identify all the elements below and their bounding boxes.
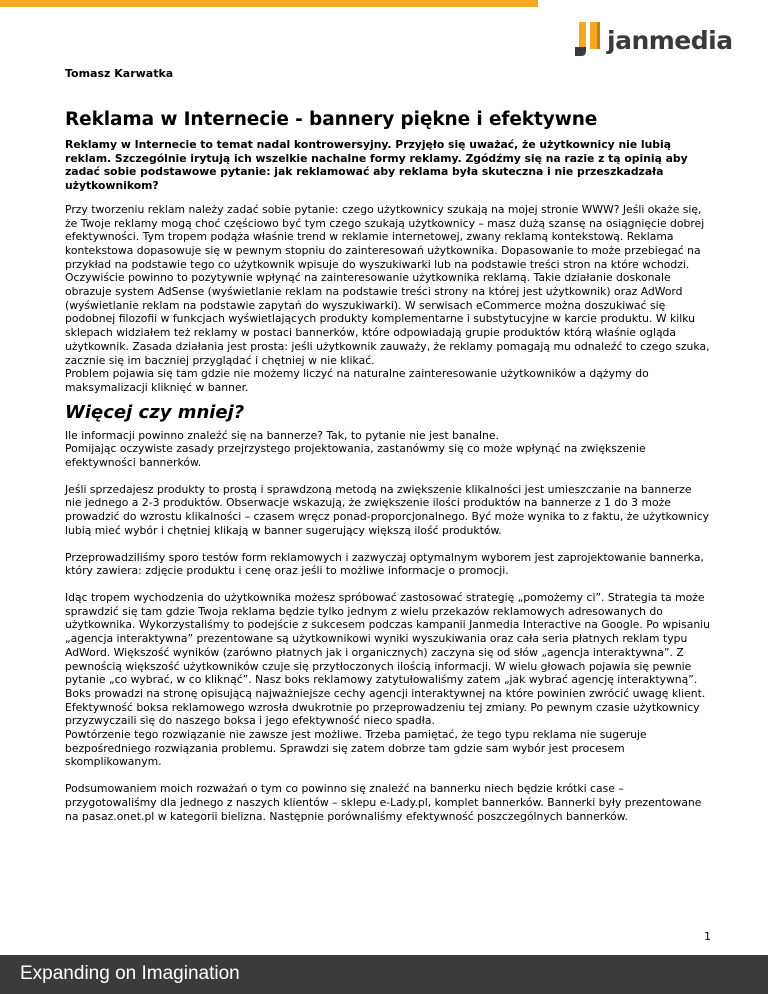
section-heading: Więcej czy mniej? bbox=[65, 401, 245, 423]
section-paragraph: Powtórzenie tego rozwiązanie nie zawsze jest możliwe. Trzeba pamiętać, że tego typu reklama nie sugeruje bezpośredniego rozwiązania problemu. Sprawdzi się zatem dobrze tam gdzie sam wybór jest procesem skomplikowanym. bbox=[65, 728, 647, 769]
intro-paragraph: Przy tworzeniu reklam należy zadać sobie pytanie: czego użytkownicy szukają na mojej stronie WWW? Jeśli okaże się, że Twoje reklamy mogą choć częściowo być tym czego szukają użytkownicy – masz dużą szansę na osiągnięcie dobrej efektywności. Tym tropem podąża właśnie trend w reklamie internetowej, zwany reklamą kontekstową. Reklama kontekstowa dopasowuje się w pewnym stopniu do zainteresowań użytkownika. Dopasowanie to może przebiegać na przykład na podstawie tego co użytkownik wpisuje do wyszukiwarki lub na podstawie treści stron na które wchodzi. Oczywiście powinno to pozytywnie wpłynąć na zainteresowanie użytkownika reklamą. Takie działanie doskonale obrazuje system AdSense (wyświetlanie reklam na podstawie treści strony na której jest użytkownik) oraz AdWord (wyświetlanie reklam na podstawie zapytań do wyszukiwarki). W serwisach eCommerce można doszukiwać się podobnej filozofii w funkcjach wyświetlających produkty komplementarne i substytucyjne w karcie produktu. W kilku sklepach widziałem też reklamy w postaci bannerków, które odpowiadają grupie produktów którą właśnie ogląda użytkownik. Zasada działania jest prosta: jeśli użytkownik zauważy, że reklamy pomagają mu odnaleźć to czego szuka, zacznie się im baczniej przyglądać i chętniej w nie klikać. bbox=[65, 202, 710, 367]
section-paragraph: Idąc tropem wychodzenia do użytkownika możesz spróbować zastosować strategię „pomożemy ci”. Strategia ta może sprawdzić się tam gdzie Twoja reklama będzie tylko jednym z wielu przekazów reklamowych adresowanych do użytkownika. Wykorzystaliśmy to podejście z sukcesem podczas kampanii Janmedia Interactive na Google. Po wpisaniu „agencja interaktywna” prezentowane są użytkownikowi wyniki wyszukiwania oraz cała seria płatnych reklam typu AdWord. Większość wyników (zarówno płatnych jak i organicznych) zaczyna się od słów „agencja interaktywna”. Z pewnością większość użytkowników czuje się przytłoczonych ilością informacji. W wielu głowach pojawia się pewnie pytanie „co wybrać, w co kliknąć”. Nasz boks reklamowy zatytułowaliśmy zatem „jak wybrać agencję interaktywną”. Boks prowadzi na stronę opisującą najważniejsze cechy agencji interaktywnej na które powinien zwrócić uwagę klient. Efektywność boksa reklamowego wzrosła dwukrotnie po przeprowadzeniu tej zmiany. Po pewnym czasie użytkownicy przyzwyczaili się do naszego boksa i jego efektywność nieco spadła. bbox=[65, 590, 711, 728]
section-paragraph: Przeprowadziliśmy sporo testów form reklamowych i zazwyczaj optymalnym wyborem jest zaprojektowanie bannerka, który zawiera: zdjęcie produktu i cenę oraz jeśli to możliwe informacje o promocji. bbox=[65, 550, 704, 578]
article-title: Reklama w Internecie - bannery piękne i efektywne bbox=[65, 109, 598, 130]
footer-slogan: Expanding on Imagination bbox=[20, 963, 240, 984]
section-paragraph: Pomijając oczywiste zasady przejrzystego projektowania, zastanówmy się co może wpłynąć na zwiększenie efektywności bannerków. bbox=[65, 442, 646, 470]
section-paragraph: Podsumowaniem moich rozważań o tym co powinno się znaleźć na bannerku niech będzie krótki case – przygotowaliśmy dla jednego z naszych klientów – sklepu e-Lady.pl, komplet bannerków. Bannerki były prezentowane na pasaz.onet.pl w kategorii bielizna. Następnie porównaliśmy efektywność poszczególnych bannerków. bbox=[65, 782, 702, 823]
section-paragraph: Ile informacji powinno znaleźć się na bannerze? Tak, to pytanie nie jest banalne. bbox=[65, 428, 499, 442]
page-number: 1 bbox=[704, 930, 711, 943]
janmedia-logo-icon bbox=[573, 20, 605, 58]
top-accent-bar bbox=[0, 0, 538, 7]
janmedia-logo bbox=[573, 20, 753, 60]
footer-bar bbox=[0, 955, 768, 994]
article-body bbox=[65, 108, 710, 823]
section-paragraph: Jeśli sprzedajesz produkty to prostą i sprawdzoną metodą na zwiększenie klikalności jest umieszczanie na bannerze nie jednego a 2-3 produktów. Obserwacje wskazują, że zwiększenie ilości produktów na bannerze z 1 do 3 może prowadzić do wzrostu klikalności – czasem wręcz ponad-proporcjonalnego. Być może wynika to z faktu, że użytkownicy lubią mieć wybór i chętniej klikają w banner sugerujący większą ilość produktów. bbox=[65, 482, 710, 537]
intro-paragraph: Problem pojawia się tam gdzie nie możemy liczyć na naturalne zainteresowanie użytkowników a dążymy do maksymalizacji kliknięć w banner. bbox=[65, 367, 649, 394]
article-lead: Reklamy w Internecie to temat nadal kontrowersyjny. Przyjęło się uważać, że użytkownicy nie lubią reklam. Szczególnie irytują ich wszelkie nachalne formy reklamy. Zgódźmy się na razie z tą opinią aby zadać sobie podstawowe pytanie: jak reklamować aby reklama była skuteczna i nie przeszkadzała użytkownikom? bbox=[65, 138, 688, 193]
logo-wordmark: janmedia bbox=[607, 26, 733, 55]
author-name: Tomasz Karwatka bbox=[65, 67, 174, 80]
